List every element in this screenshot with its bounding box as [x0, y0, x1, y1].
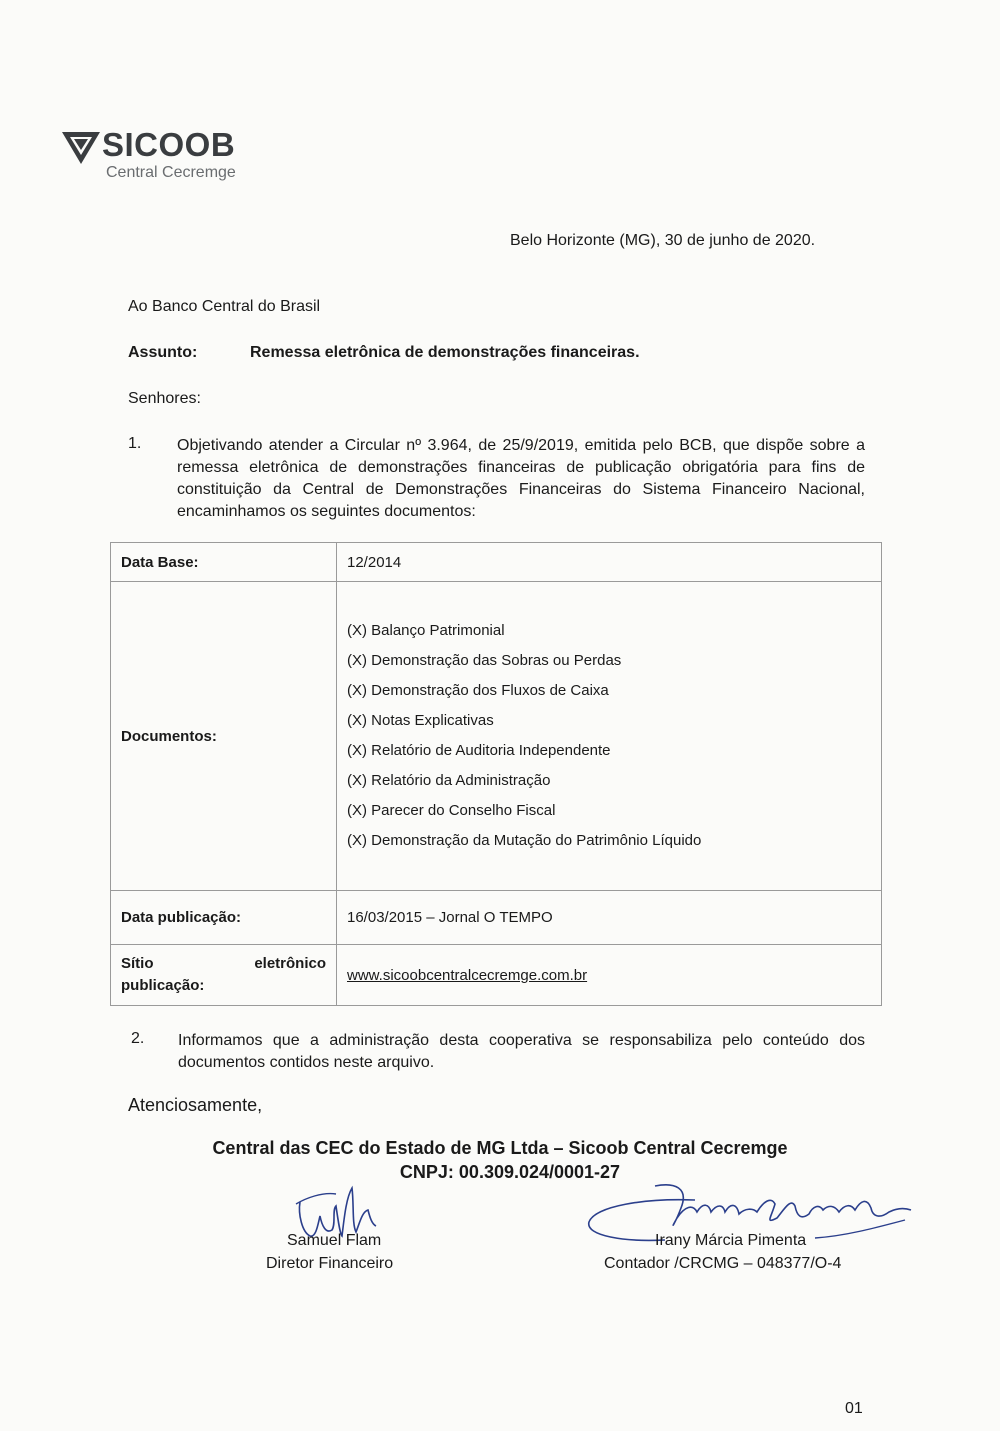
data-publicacao-label: Data publicação:: [111, 891, 337, 945]
list-item: (X) Demonstração das Sobras ou Perdas: [347, 652, 622, 669]
paragraph-2-text: Informamos que a administração desta cooperativa se responsabiliza pelo conteúdo dos documentos contidos neste arquivo.: [178, 1032, 865, 1071]
organization-name: Central das CEC do Estado de MG Ltda – Sicoob Central Cecremge: [212, 1138, 788, 1158]
table-row-sitio: [111, 945, 882, 1006]
list-item: (X) Relatório da Administração: [347, 772, 551, 789]
logo-subtitle: Central Cecremge: [106, 164, 236, 181]
data-publicacao-value: 16/03/2015 – Jornal O TEMPO: [337, 891, 882, 945]
table-row-data-base: [111, 543, 882, 582]
cnpj: CNPJ: 00.309.024/0001-27: [399, 1162, 621, 1182]
list-item: (X) Relatório de Auditoria Independente: [347, 742, 611, 759]
signatory-2-role: Contador /CRCMG – 048377/O-4: [604, 1255, 842, 1272]
logo-name: SICOOB: [102, 126, 236, 163]
date-line: Belo Horizonte (MG), 30 de junho de 2020.: [510, 232, 816, 249]
documents-list: [347, 616, 871, 856]
list-item: (X) Balanço Patrimonial: [347, 622, 505, 639]
data-base-label: Data Base:: [111, 543, 337, 582]
list-item: (X) Demonstração da Mutação do Patrimônio Líquido: [347, 832, 702, 849]
page-number: 01: [845, 1400, 863, 1417]
table-row-data-publicacao: [111, 891, 882, 945]
subject-label: Assunto:: [128, 344, 198, 361]
paragraph-2-number: 2.: [131, 1030, 145, 1047]
sitio-label-right: eletrônico: [254, 955, 326, 972]
list-item: (X) Parecer do Conselho Fiscal: [347, 802, 556, 819]
website-link[interactable]: www.sicoobcentralcecremge.com.br: [347, 966, 588, 984]
table-row-documentos: [111, 582, 882, 891]
documentos-label: Documentos:: [111, 582, 337, 891]
sitio-label-left: Sítio: [121, 955, 154, 972]
documentos-cell: [337, 582, 882, 891]
data-base-value: 12/2014: [337, 543, 882, 582]
subject-text: Remessa eletrônica de demonstrações financeiras.: [250, 344, 640, 361]
company-logo: [62, 126, 282, 186]
sicoob-triangle-icon: [62, 128, 100, 166]
sitio-label-line2: publicação:: [121, 977, 205, 994]
sitio-label-cell: [111, 945, 337, 1006]
closing: Atenciosamente,: [128, 1095, 263, 1115]
salutation: Senhores:: [128, 390, 201, 407]
list-item: (X) Notas Explicativas: [347, 712, 494, 729]
paragraph-1-text: Objetivando atender a Circular nº 3.964, de 25/9/2019, emitida pelo BCB, que dispõe sobre a remessa eletrônica de demonstrações financeiras de publicação obrigatória para fins de constituição da Central de Demonstrações Financeiras do Sistema Financeiro Nacional, encaminhamos os seguintes documentos:: [177, 437, 865, 520]
signatory-2-name: Irany Márcia Pimenta: [655, 1232, 807, 1249]
signatory-1-name: Samuel Flam: [287, 1232, 382, 1249]
documents-table: [110, 542, 882, 1006]
addressee: Ao Banco Central do Brasil: [128, 298, 321, 315]
list-item: (X) Demonstração dos Fluxos de Caixa: [347, 682, 609, 699]
signatory-1-role: Diretor Financeiro: [266, 1255, 394, 1272]
sitio-value-cell: [337, 945, 882, 1006]
paragraph-1-number: 1.: [128, 435, 142, 452]
